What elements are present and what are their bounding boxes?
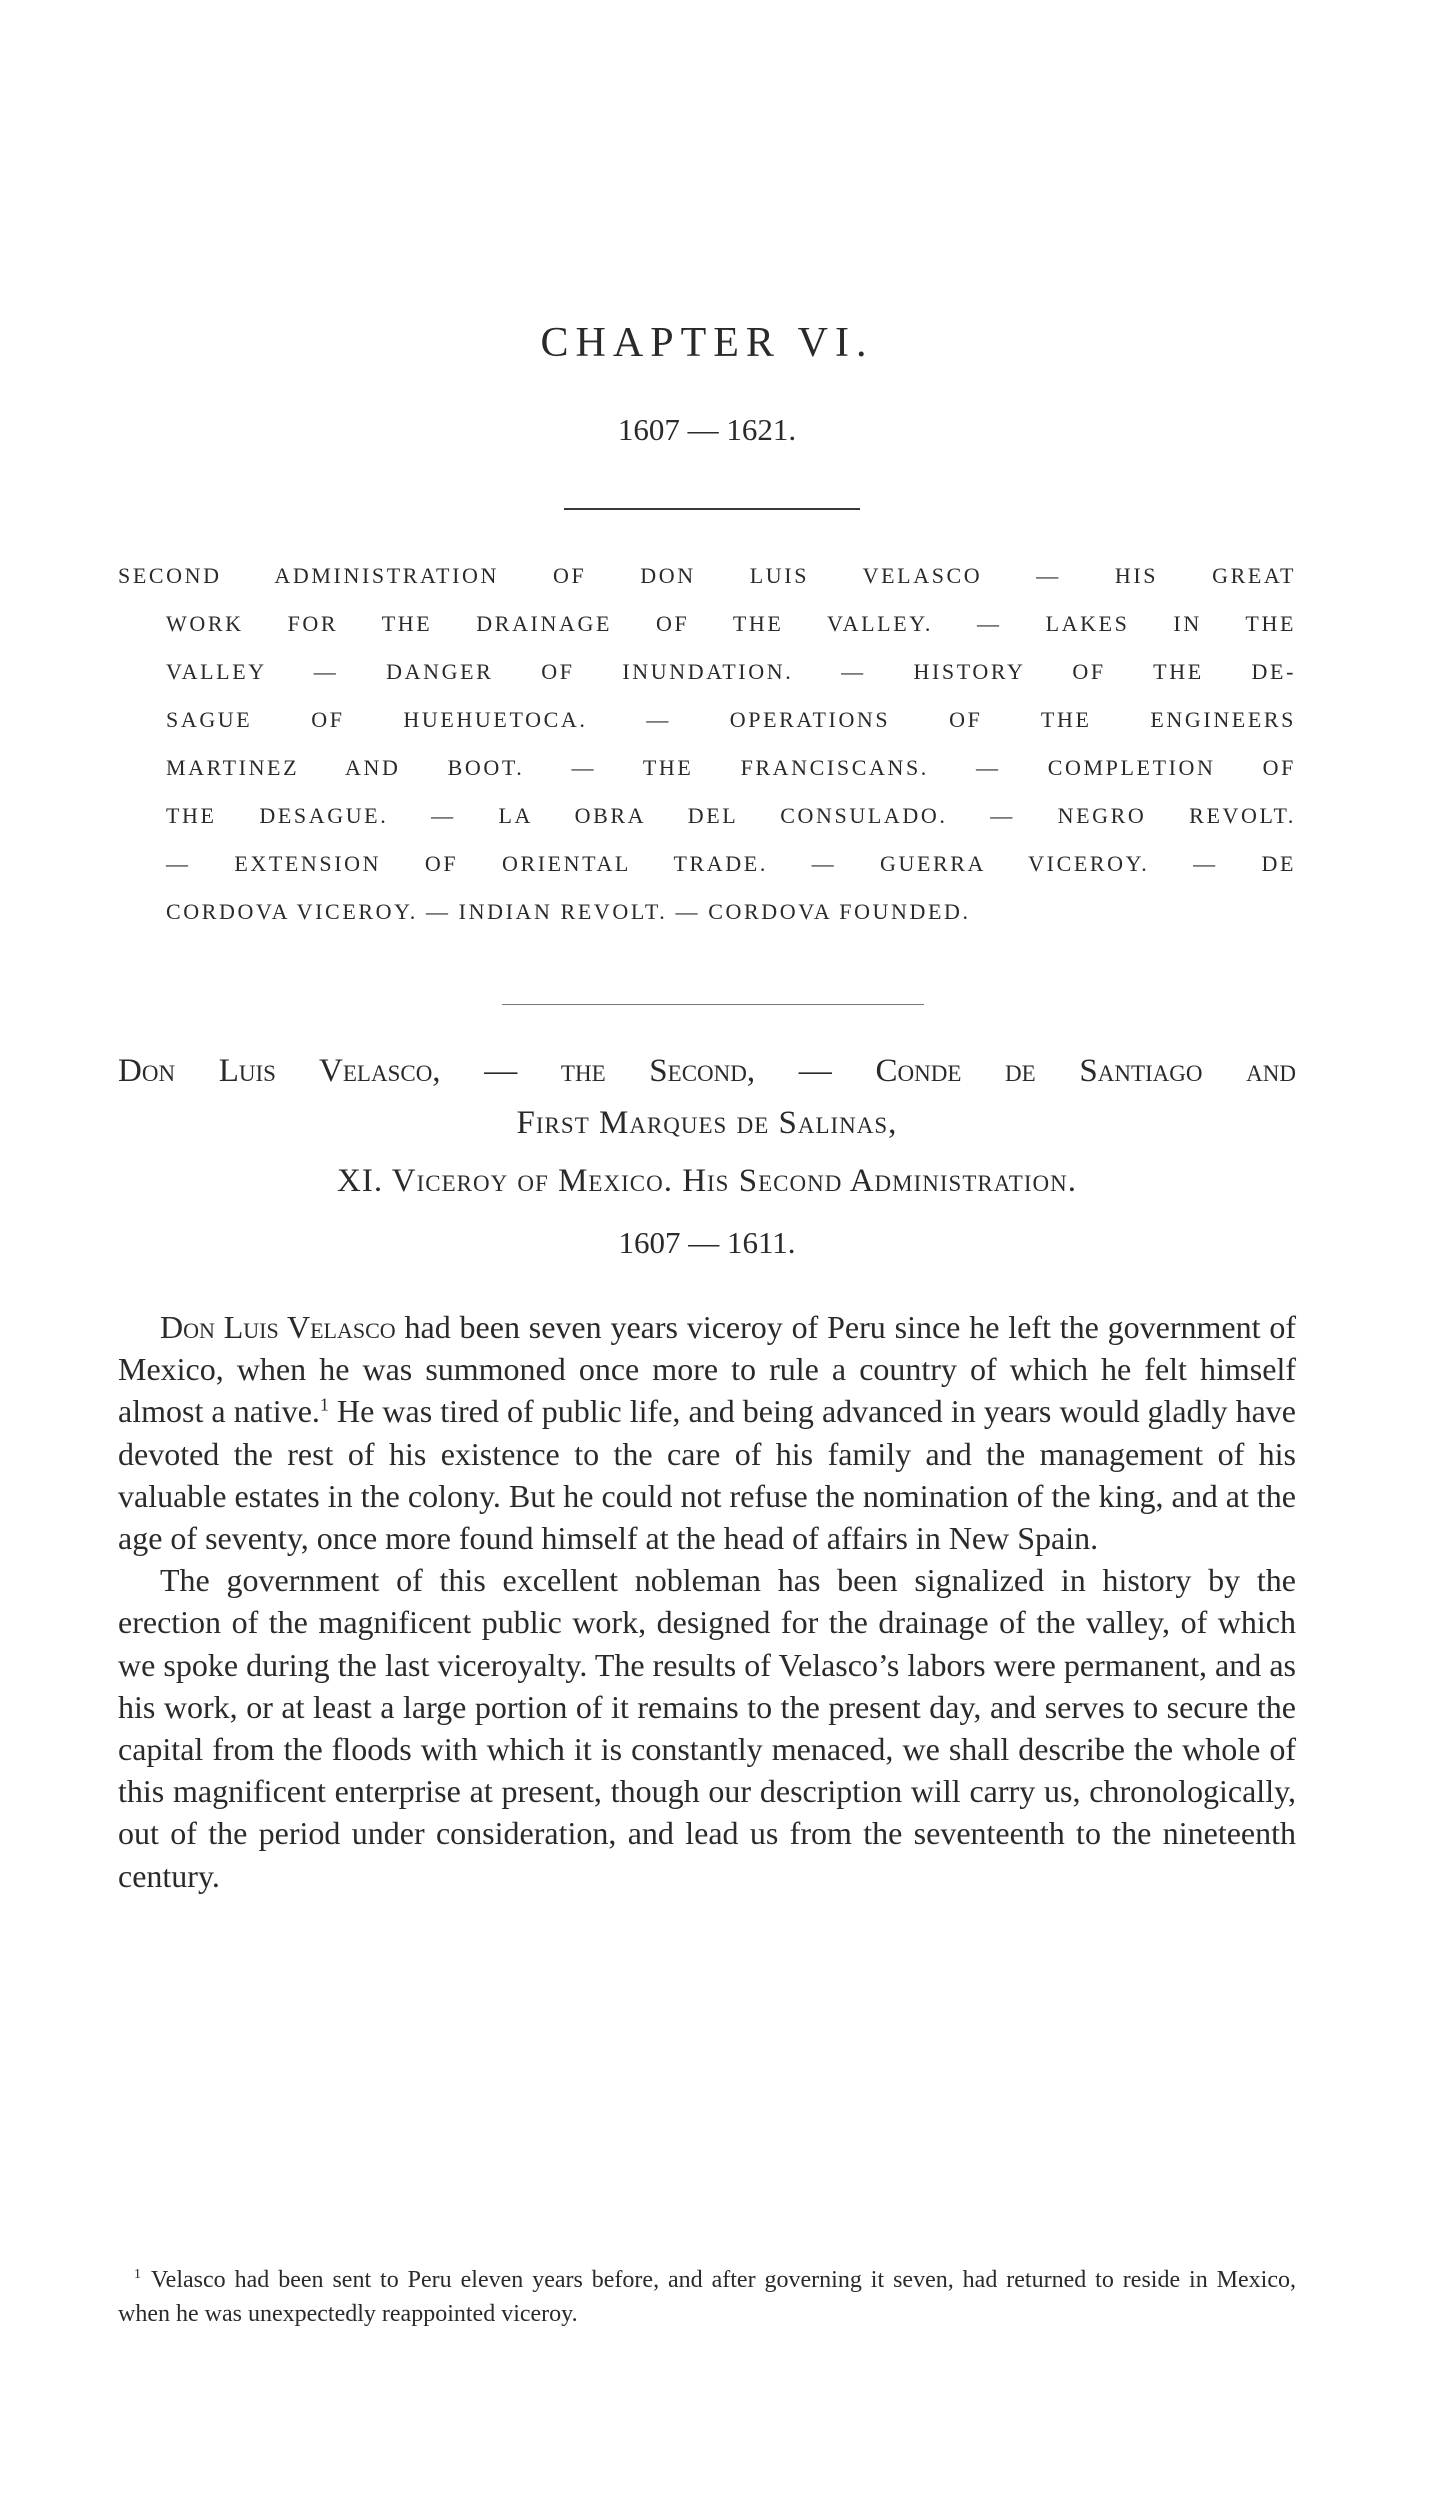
chapter-divider-rule [564, 508, 860, 510]
summary-line: THE DESAGUE. — LA OBRA DEL CONSULADO. — NEGRO REVOLT. [166, 803, 1296, 828]
paragraph-1-text: had been seven years viceroy of Peru since he left the government of Mexico, when he was summoned once more to rule a country of which he felt himself almost a native. [118, 1309, 1296, 1430]
section-heading-line-1: Don Luis Velasco, — the Second, — Conde de Santiago and [118, 1053, 1296, 1089]
summary-line: SAGUE OF HUEHUETOCA. — OPERATIONS OF THE ENGINEERS [166, 707, 1296, 732]
paragraph-1 [118, 1306, 1296, 1559]
section-years: 1607 — 1611. [618, 1225, 796, 1260]
section-heading-line-3: XI. Viceroy of Mexico. His Second Administration. [337, 1163, 1077, 1199]
summary-line: CORDOVA VICEROY. — INDIAN REVOLT. — CORDOVA FOUNDED. [166, 899, 971, 924]
chapter-years: 1607 — 1621. [617, 412, 797, 447]
section-divider-rule [502, 1004, 924, 1005]
chapter-summary [118, 552, 1296, 936]
summary-line: WORK FOR THE DRAINAGE OF THE VALLEY. — LAKES IN THE [166, 611, 1296, 636]
footnote-reference: 1 [319, 1394, 329, 1415]
summary-line: SECOND ADMINISTRATION OF DON LUIS VELASCO — HIS GREAT [118, 563, 1296, 588]
section-heading-line-2: First Marques de Salinas, [516, 1105, 898, 1141]
summary-line: VALLEY — DANGER OF INUNDATION. — HISTORY OF THE DE- [166, 659, 1296, 684]
paragraph-1-text-continued: He was tired of public life, and being advanced in years would gladly have devoted the rest of his existence to the care of his family and the management of his valuable estates in the colony. But he could not refuse the nomination of the king, and at the age of seventy, once more found himself at the head of affairs in New Spain. [118, 1393, 1296, 1557]
summary-line: MARTINEZ AND BOOT. — THE FRANCISCANS. — COMPLETION OF [166, 755, 1296, 780]
viceroy-name: Don Luis Velasco [160, 1309, 396, 1345]
footnote-text: Velasco had been sent to Peru eleven years before, and after governing it seven, had returned to reside in Mexico, when he was unexpectedly reappointed viceroy. [118, 2267, 1296, 2327]
summary-line: — EXTENSION OF ORIENTAL TRADE. — GUERRA VICEROY. — DE [166, 851, 1296, 876]
footnote [118, 2263, 1296, 2331]
footnote-mark: 1 [134, 2267, 141, 2282]
chapter-title: CHAPTER VI. [540, 320, 874, 366]
paragraph-2: The government of this excellent nobleman has been signalized in history by the erection of the magnificent public work, designed for the drainage of the valley, of which we spoke during the last viceroyalty. The results of Velasco’s labors were permanent, and as his work, or at least a large portion of it remains to the present day, and serves to secure the capital from the floods with which it is constantly menaced, we shall describe the whole of this magnificent enterprise at present, though our description will carry us, chronologically, out of the period under consideration, and lead us from the seventeenth to the nineteenth century. [118, 1562, 1296, 1894]
body-text [118, 1306, 1296, 1897]
